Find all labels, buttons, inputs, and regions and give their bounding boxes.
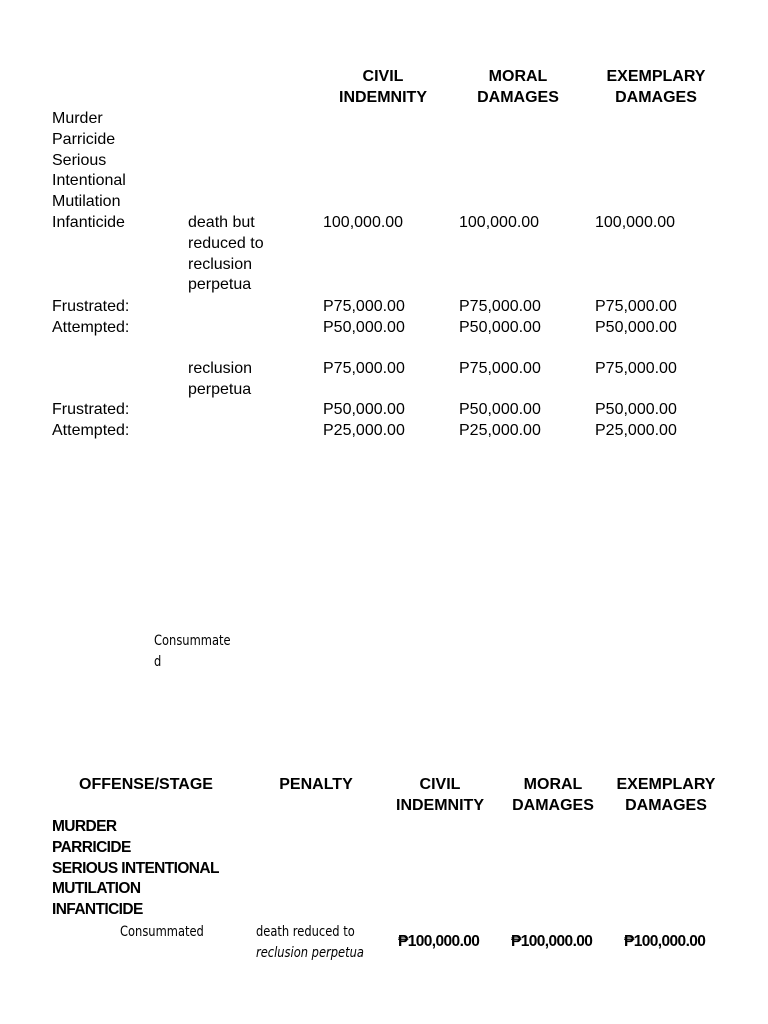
penalty-reclusion: reclusion perpetua (188, 360, 253, 398)
amount-cell: P50,000.00 (323, 319, 405, 336)
header-exemplary-damages: EXEMPLARY DAMAGES (616, 776, 716, 814)
header-exemplary-damages: EXEMPLARY DAMAGES (606, 68, 706, 106)
amount-cell: P50,000.00 (323, 401, 405, 418)
penalty-line-2: reclusion perpetua (256, 945, 364, 961)
header-offense-stage: OFFENSE/STAGE (79, 776, 213, 793)
amount-cell: P75,000.00 (595, 298, 677, 315)
amount-cell: 100,000.00 (323, 214, 404, 231)
amount-cell: P75,000.00 (323, 298, 405, 315)
amount-cell: ₱100,000.00 (398, 933, 480, 950)
stage-frustrated-label: Frustrated: (52, 298, 130, 315)
header-moral-damages: MORAL DAMAGES (477, 68, 559, 106)
penalty-line-1: death reduced to (256, 924, 355, 940)
stage-consummated: Consummated (120, 924, 204, 940)
offense-list: Murder Parricide Serious Intentional Mutilation Infanticide (52, 110, 126, 231)
amount-cell: P50,000.00 (595, 401, 677, 418)
amount-cell: P75,000.00 (595, 360, 677, 377)
amount-cell: P50,000.00 (459, 401, 541, 418)
amount-cell: P25,000.00 (459, 422, 541, 439)
amount-cell: P25,000.00 (595, 422, 677, 439)
amount-cell: P75,000.00 (323, 360, 405, 377)
stage-attempted-label: Attempted: (52, 319, 130, 336)
amount-cell: ₱100,000.00 (624, 933, 706, 950)
amount-cell: 100,000.00 (459, 214, 540, 231)
header-civil-indemnity: CIVIL INDEMNITY (339, 68, 427, 106)
amount-cell: 100,000.00 (595, 214, 676, 231)
header-moral-damages: MORAL DAMAGES (512, 776, 594, 814)
amount-cell: P50,000.00 (595, 319, 677, 336)
floating-consummated-text: Consummate d (154, 633, 231, 670)
header-penalty: PENALTY (279, 776, 353, 793)
offense-list: MURDER PARRICIDE SERIOUS INTENTIONAL MUTILATION INFANTICIDE (52, 818, 219, 919)
amount-cell: P25,000.00 (323, 422, 405, 439)
penalty-death: death but reduced to reclusion perpetua (188, 214, 264, 294)
stage-frustrated-label: Frustrated: (52, 401, 130, 418)
stage-attempted-label: Attempted: (52, 422, 130, 439)
amount-cell: P75,000.00 (459, 298, 541, 315)
amount-cell: ₱100,000.00 (511, 933, 593, 950)
header-civil-indemnity: CIVIL INDEMNITY (396, 776, 484, 814)
amount-cell: P50,000.00 (459, 319, 541, 336)
amount-cell: P75,000.00 (459, 360, 541, 377)
